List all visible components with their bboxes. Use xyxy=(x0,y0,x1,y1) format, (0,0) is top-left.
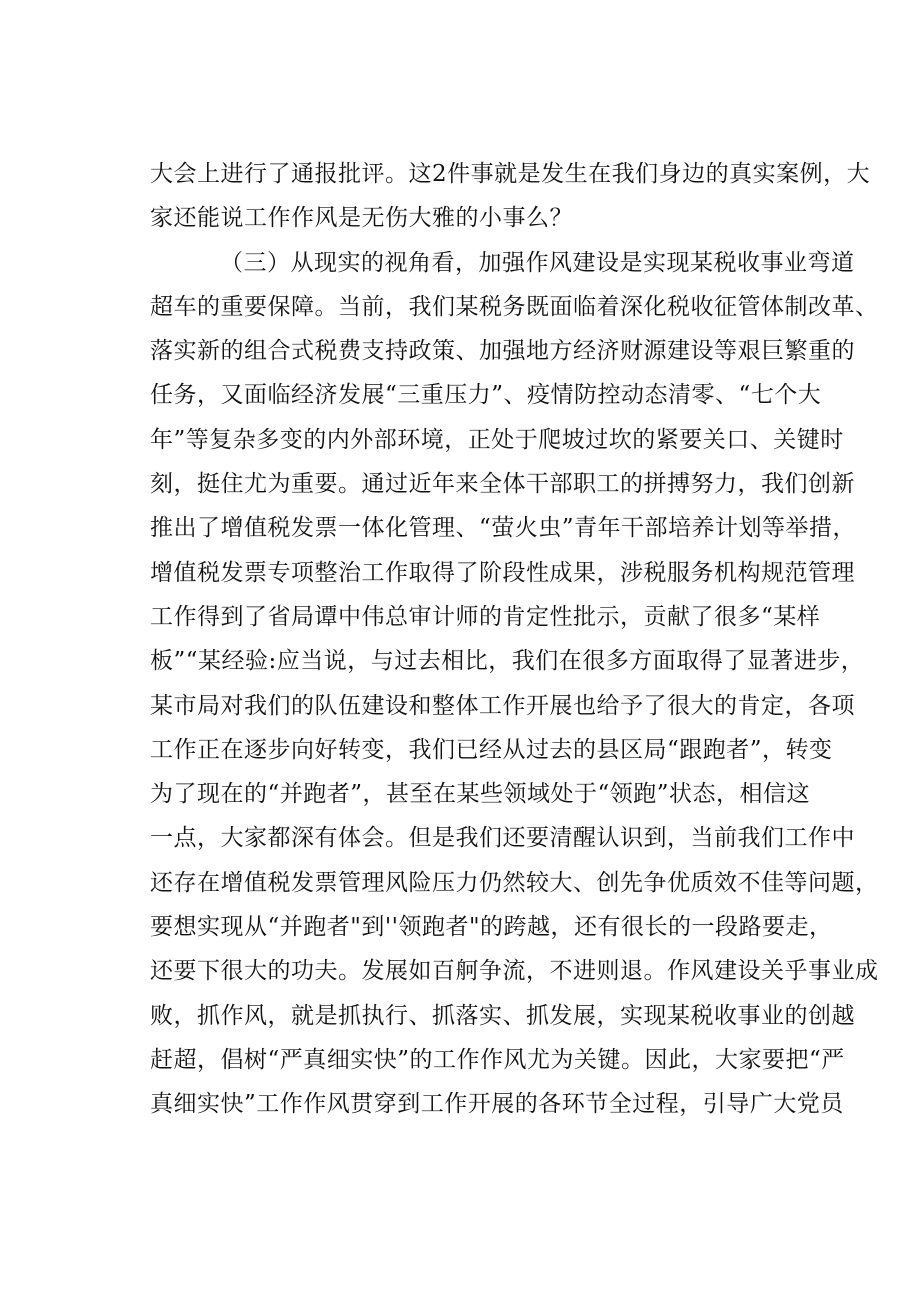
text-line: 工作正在逐步向好转变，我们已经从过去的县区局“跟跑者”，转变 xyxy=(150,736,833,763)
text-line: 大会上进行了通报批评。这2件事就是发生在我们身边的真实案例，大 xyxy=(150,161,871,187)
text-line: 赶超，倡树“严真细实快”的工作作风尤为关键。因此，大家要把“严 xyxy=(150,1046,845,1073)
text-line: 要想实现从“并跑者"到''领跑者"的跨越，还有很长的一段路要走， xyxy=(150,914,833,941)
text-line: 某市局对我们的队伍建设和整体工作开展也给予了很大的肯定，各项 xyxy=(150,692,855,719)
text-line: 还存在增值税发票管理风险压力仍然较大、创先争优质效不佳等问题， xyxy=(150,869,879,896)
text-line: 落实新的组合式税费支持政策、加强地方经济财源建设等艰巨繁重的 xyxy=(150,338,855,365)
body-text xyxy=(150,152,879,1127)
text-line: 增值税发票专项整治工作取得了阶段性成果，涉税服务机构规范管理 xyxy=(150,559,855,586)
section-heading-line: （三）从现实的视角看，加强作风建设是实现某税收事业弯道 xyxy=(220,249,855,276)
text-line: 超车的重要保障。当前，我们某税务既面临着深化税收征管体制改革、 xyxy=(150,293,879,320)
text-line: 家还能说工作作风是无伤大雅的小事么？ xyxy=(150,205,573,232)
text-line: 工作得到了省局谭中伟总审计师的肯定性批示，贡献了很多“某样 xyxy=(150,603,821,630)
text-line: 还要下很大的功夫。发展如百舸争流，不进则退。作风建设关乎事业成 xyxy=(150,958,879,985)
text-line: 任务，又面临经济发展“三重压力”、疫情防控动态清零、“七个大 xyxy=(150,382,822,409)
text-line: 板”“某经验:应当说，与过去相比，我们在很多方面取得了显著进步， xyxy=(150,648,865,675)
text-line: 推出了增值税发票一体化管理、“萤火虫”青年干部培养计划等举措， xyxy=(150,515,857,542)
text-line: 真细实快”工作作风贯穿到工作开展的各环节全过程，引导广大党员 xyxy=(150,1091,844,1118)
text-line: 刻，挺住尤为重要。通过近年来全体干部职工的拼搏努力，我们创新 xyxy=(150,471,855,498)
text-line: 一点，大家都深有体会。但是我们还要清醒认识到，当前我们工作中 xyxy=(150,825,855,852)
text-line: 败，抓作风，就是抓执行、抓落实、抓发展，实现某税收事业的创越 xyxy=(150,1002,855,1029)
text-line: 为了现在的“并跑者”，甚至在某些领域处于“领跑”状态，相信这 xyxy=(150,781,811,808)
text-line: 年”等复杂多变的内外部环境，正处于爬坡过坎的紧要关口、关键时 xyxy=(150,426,844,453)
